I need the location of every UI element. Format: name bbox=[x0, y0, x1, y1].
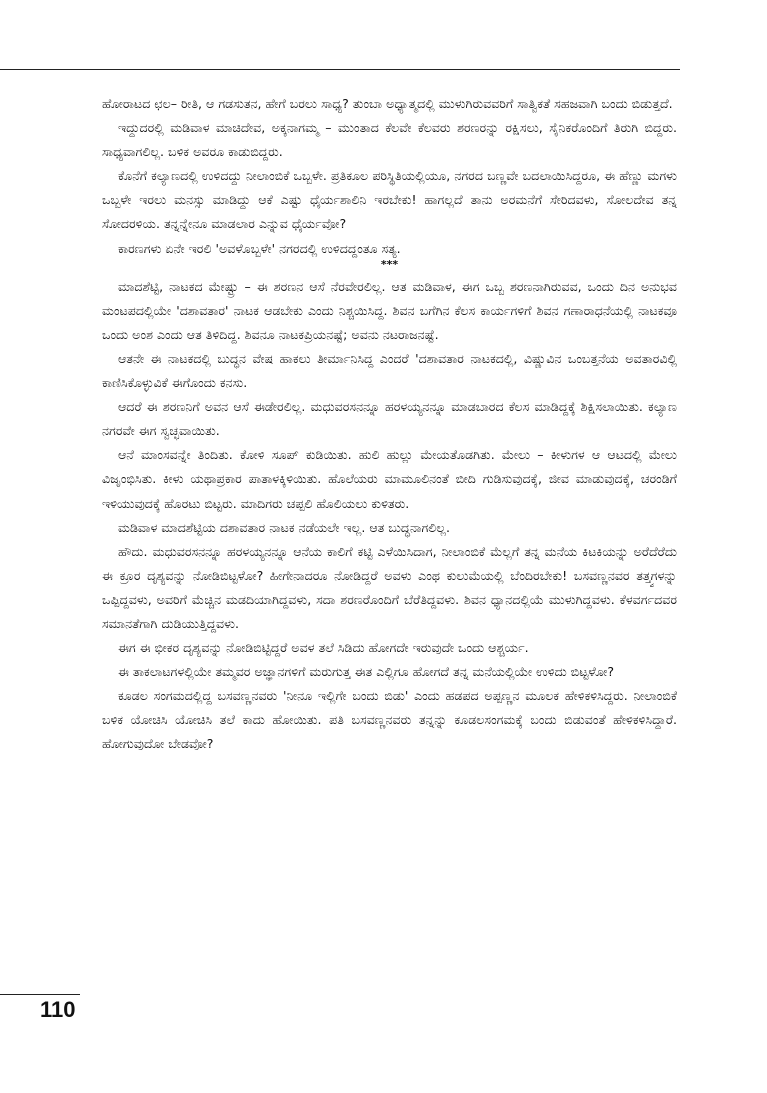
paragraph-11: ಈಗ ಈ ಭೀಕರ ದೃಶ್ಯವನ್ನು ನೋಡಿಬಿಟ್ಟಿದ್ದರೆ ಅವಳ ತಲೆ ಸಿಡಿದು ಹೋಗದೇ ಇರುವುದೇ ಒಂದು ಆಶ್ಚರ್ಯ. bbox=[118, 640, 529, 656]
paragraph-12: ಈ ತಾಕಲಾಟಗಳಲ್ಲಿಯೇ ತಮ್ಮವರ ಅಜ್ಞಾನಗಳಿಗೆ ಮರುಗುತ್ತ ಈತ ಎಲ್ಲಿಗೂ ಹೋಗದೆ ತನ್ನ ಮನೆಯಲ್ಲಿಯೇ ಉಳಿದು ಬಿಟ್ಟಳೋ? bbox=[118, 664, 615, 680]
top-rule bbox=[0, 69, 680, 70]
paragraph-7: ಆದರೆ ಈ ಶರಣನಿಗೆ ಅವನ ಆಸೆ ಈಡೇರಲಿಲ್ಲ. ಮಧುವರಸನನ್ನೂ ಹರಳಯ್ಯನನ್ನೂ ಮಾಡಬಾರದ ಕೆಲಸ ಮಾಡಿದ್ದಕ್ಕೆ ಶಿಕ್ಷಿಸಲಾಯಿತು. ಕಲ್ಯಾಣ ನಗರವೇ ಈಗ ಸ್ವಚ್ಛವಾಯಿತು. bbox=[102, 399, 677, 439]
section-separator: *** bbox=[380, 257, 399, 271]
paragraph-9: ಮಡಿವಾಳ ಮಾದಶೆಟ್ಟಿಯ ದಶಾವತಾರ ನಾಟಕ ನಡೆಯಲೇ ಇಲ್ಲ. ಆತ ಬುದ್ಧನಾಗಲಿಲ್ಲ. bbox=[118, 519, 450, 535]
paragraph-4: ಕಾರಣಗಳು ಏನೇ ಇರಲಿ 'ಅವಳೊಬ್ಬಳೇ' ನಗರದಲ್ಲಿ ಉಳಿದದ್ದಂತೂ ಸತ್ಯ. bbox=[118, 240, 401, 256]
page-number: 110 bbox=[40, 997, 76, 1022]
paragraph-3: ಕೊನೆಗೆ ಕಲ್ಯಾಣದಲ್ಲಿ ಉಳಿದದ್ದು ನೀಲಾಂಬಿಕೆ ಒಬ್ಬಳೇ. ಪ್ರತಿಕೂಲ ಪರಿಸ್ಥಿತಿಯಲ್ಲಿಯೂ, ನಗರದ ಬಣ್ಣವೇ ಬದಲಾಯಿಸಿದ್ದರೂ, ಈ ಹೆಣ್ಣು ಮಗಳು ಒಬ್ಬಳೇ ಇರಲು ಮನಸ್ಸು ಮಾಡಿದ್ದು ಆಕೆ ಎಷ್ಟು ಧೈರ್ಯಶಾಲಿನಿ ಇರಬೇಕು! ಹಾಗಲ್ಲದೆ ತಾನು ಅರಮನೆಗೆ ಸೇರಿದವಳು, ಸೋಲದೇವ ತನ್ನ ಸೋದರಳಿಯ. ತನ್ನನ್ನೇನೂ ಮಾಡಲಾರ ಎನ್ನುವ ಧೈರ್ಯವೋ? bbox=[102, 168, 677, 232]
paragraph-6: ಆತನೇ ಈ ನಾಟಕದಲ್ಲಿ ಬುದ್ಧನ ವೇಷ ಹಾಕಲು ತೀರ್ಮಾನಿಸಿದ್ದ ಎಂದರೆ 'ದಶಾವತಾರ ನಾಟಕದಲ್ಲಿ, ವಿಷ್ಣುವಿನ ಒಂಬತ್ತನೆಯ ಅವತಾರವಿಲ್ಲಿ ಕಾಣಿಸಿಕೊಳ್ಳುವಿಕೆ ಈಗೊಂದು ಕನಸು. bbox=[102, 350, 677, 391]
paragraph-2: ಇದ್ದುದರಲ್ಲಿ ಮಡಿವಾಳ ಮಾಚಿದೇವ, ಅಕ್ಕನಾಗಮ್ಮ – ಮುಂತಾದ ಕೆಲವೇ ಕೆಲವರು ಶರಣರನ್ನು ರಕ್ಷಿಸಲು, ಸೈನಿಕರೊಂದಿಗೆ ತಿರುಗಿ ಬಿದ್ದರು. ಸಾಧ್ಯವಾಗಲಿಲ್ಲ. ಬಳಿಕ ಅವರೂ ಕಾಡುಬಿದ್ದರು. bbox=[102, 120, 677, 160]
bottom-rule bbox=[0, 994, 80, 995]
page-body bbox=[102, 92, 677, 757]
paragraph-10: ಹೌದು. ಮಧುವರಸನನ್ನೂ ಹರಳಯ್ಯನನ್ನೂ ಆನೆಯ ಕಾಲಿಗೆ ಕಟ್ಟಿ ಎಳೆಯಿಸಿದಾಗ, ನೀಲಾಂಬಿಕೆ ಮೆಲ್ಲಗೆ ತನ್ನ ಮನೆಯ ಕಿಟಕಿಯನ್ನು ಅರೆದೆರೆದು ಈ ಕ್ರೂರ ದೃಶ್ಯವನ್ನು ನೋಡಿಬಿಟ್ಟಳೋ? ಹೀಗೇನಾದರೂ ನೋಡಿದ್ದರೆ ಅವಳು ಎಂಥ ಕುಲುಮೆಯಲ್ಲಿ ಬೆಂದಿರಬೇಕು! ಬಸವಣ್ಣನವರ ತತ್ತ್ವಗಳನ್ನು ಒಪ್ಪಿದ್ದವಳು, ಅವರಿಗೆ ಮೆಚ್ಚಿನ ಮಡದಿಯಾಗಿದ್ದವಳು, ಸದಾ ಶರಣರೊಂದಿಗೆ ಬೆರೆತಿದ್ದವಳು. ಶಿವನ ಧ್ಯಾನದಲ್ಲಿಯೆ ಮುಳುಗಿದ್ದವಳು. ಕೆಳವರ್ಗದವರ ಸಮಾನತೆಗಾಗಿ ದುಡಿಯುತ್ತಿದ್ದವಳು. bbox=[102, 543, 677, 631]
paragraph-5: ಮಾದಶೆಟ್ಟಿ, ನಾಟಕದ ಮೇಷ್ಟ್ರು – ಈ ಶರಣನ ಆಸೆ ನೆರವೇರಲಿಲ್ಲ. ಆತ ಮಡಿವಾಳ, ಈಗ ಒಬ್ಬ ಶರಣನಾಗಿರುವವ, ಒಂದು ದಿನ ಅನುಭವ ಮಂಟಪದಲ್ಲಿಯೇ 'ದಶಾವತಾರ' ನಾಟಕ ಆಡಬೇಕು ಎಂದು ನಿಶ್ಚಯಿಸಿದ್ದ. ಶಿವನ ಬಗೆಗಿನ ಕೆಲಸ ಕಾರ್ಯಗಳಿಗೆ ಶಿವನ ಗಣಾರಾಧನೆಯಲ್ಲಿ ನಾಟಕವೂ ಒಂದು ಅಂಶ ಎಂದು ಆತ ತಿಳಿದಿದ್ದ. ಶಿವನೂ ನಾಟಕಪ್ರಿಯನಷ್ಟೆ; ಅವನು ನಟರಾಜನಷ್ಟೆ. bbox=[102, 278, 677, 342]
paragraph-1: ಹೋರಾಟದ ಛಲ– ರೀತಿ, ಆ ಗಡಸುತನ, ಹೇಗೆ ಬರಲು ಸಾಧ್ಯ? ತುಂಬಾ ಅಧ್ಯಾತ್ಮದಲ್ಲಿ ಮುಳುಗಿರುವವರಿಗೆ ಸಾತ್ವಿಕತೆ ಸಹಜವಾಗಿ ಬಂದು ಬಿಡುತ್ತದೆ. bbox=[102, 96, 673, 111]
paragraph-13: ಕೂಡಲ ಸಂಗಮದಲ್ಲಿದ್ದ ಬಸವಣ್ಣನವರು 'ನೀನೂ ಇಲ್ಲಿಗೇ ಬಂದು ಬಿಡು' ಎಂದು ಹಡಪದ ಅಪ್ಪಣ್ಣನ ಮೂಲಕ ಹೇಳಿಕಳಿಸಿದ್ದರು. ನೀಲಾಂಬಿಕೆ ಬಳಿಕ ಯೋಚಿಸಿ ಯೋಚಿಸಿ ತಲೆ ಕಾದು ಹೋಯಿತು. ಪತಿ ಬಸವಣ್ಣನವರು ತನ್ನನ್ನು ಕೂಡಲಸಂಗಮಕ್ಕೆ ಬಂದು ಬಿಡುವಂತೆ ಹೇಳಿಕಳಿಸಿದ್ದಾರೆ. ಹೋಗುವುದೋ ಬೇಡವೋ? bbox=[102, 688, 677, 752]
paragraph-8: ಆನೆ ಮಾಂಸವನ್ನೇ ತಿಂದಿತು. ಕೋಳಿ ಸೂಪ್ ಕುಡಿಯಿತು. ಹುಲಿ ಹುಲ್ಲು ಮೇಯತೊಡಗಿತು. ಮೇಲು – ಕೀಳುಗಳ ಆ ಆಟದಲ್ಲಿ ಮೇಲು ವಿಜೃಂಭಿಸಿತು. ಕೀಳು ಯಥಾಪ್ರಕಾರ ಪಾತಾಳಕ್ಕಿಳಿಯಿತು. ಹೊಲೆಯರು ಮಾಮೂಲಿನಂತೆ ಬೀದಿ ಗುಡಿಸುವುದಕ್ಕೆ, ಜೀವ ಮಾಡುವುದಕ್ಕೆ, ಚರಂಡಿಗೆ ಇಳಿಯುವುದಕ್ಕೆ ಹೊರಟು ಬಿಟ್ಟರು. ಮಾದಿಗರು ಚಪ್ಪಲಿ ಹೊಲಿಯಲು ಕುಳಿತರು. bbox=[102, 447, 677, 511]
